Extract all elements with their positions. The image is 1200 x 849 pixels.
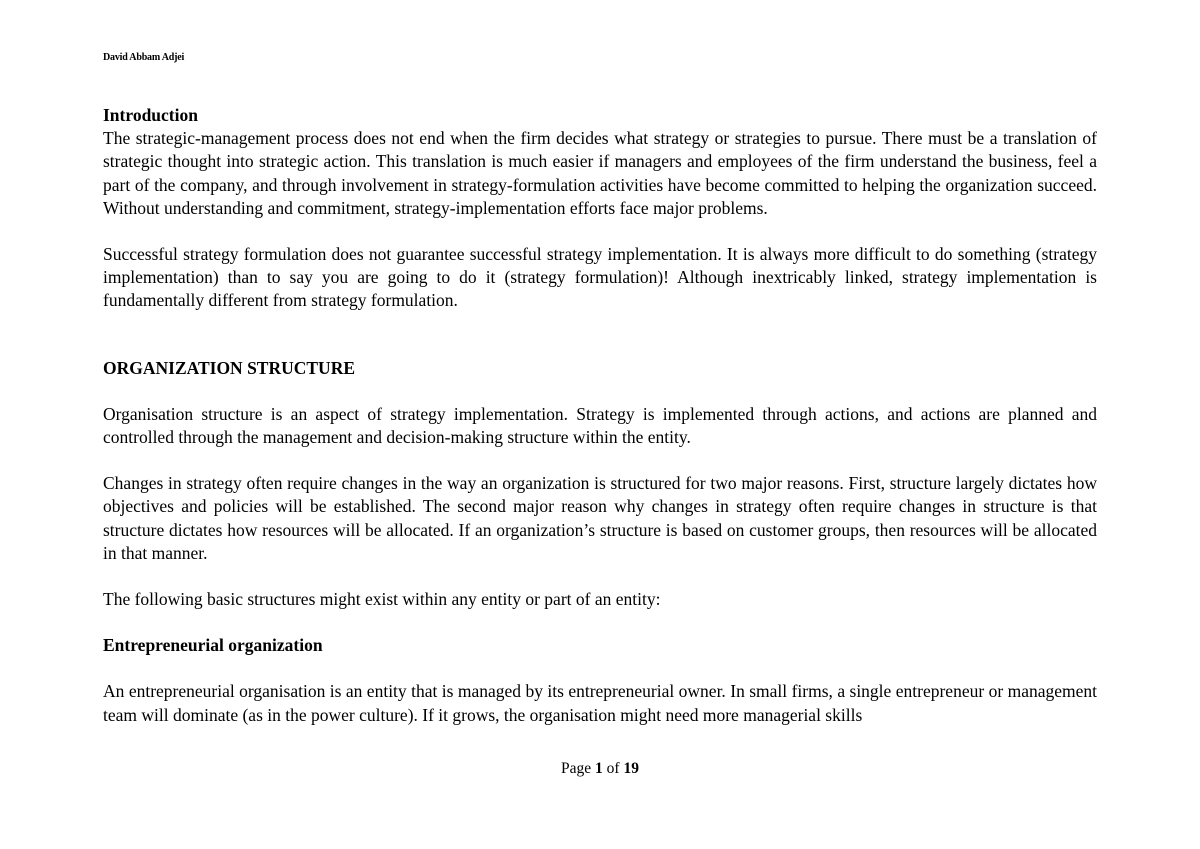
total-pages-number: 19 (623, 760, 639, 777)
org-structure-heading: ORGANIZATION STRUCTURE (103, 357, 356, 378)
running-header-author: David Abbam Adjei (103, 52, 185, 63)
org-structure-paragraph-2: Changes in strategy often require changes in the way an organization is structured for two major reasons. First, structure largely dictates how objectives and policies will be established. The second major reason why changes in strategy often require changes in structure is that structure dictates how resources will be allocated. If an organization’s structure is based on customer groups, then resources will be allocated in that manner. (103, 473, 1097, 563)
entrepreneurial-paragraph-1: An entrepreneurial organisation is an entity that is managed by its entrepreneurial owner. In small firms, a single entrepreneur or management team will dominate (as in the power culture). If it grows, the organisation might need more managerial skills (103, 681, 1097, 725)
org-structure-paragraph-3: The following basic structures might exist within any entity or part of an entity: (103, 589, 661, 610)
introduction-paragraph-1: The strategic-management process does not end when the firm decides what strategy or strategies to pursue. There must be a translation of strategic thought into strategic action. This translation is much easier if managers and employees of the firm understand the business, feel a part of the company, and through involvement in strategy-formulation activities have become committed to helping the organization succeed. Without understanding and commitment, strategy-implementation efforts face major problems. (103, 128, 1097, 218)
introduction-heading: Introduction (103, 105, 198, 125)
page-word: Page (561, 760, 592, 777)
org-structure-paragraph-1: Organisation structure is an aspect of strategy implementation. Strategy is implemented through actions, and actions are planned and controlled through the management and decision-making structure within the entity. (103, 403, 1097, 448)
of-word: of (606, 760, 620, 777)
introduction-paragraph-2: Successful strategy formulation does not guarantee successful strategy implementation. It is always more difficult to do something (strategy implementation) than to say you are going to do it (strategy formulation)! Although inextricably linked, strategy implementation is fundamentally different from strategy formulation. (103, 244, 1097, 311)
page-body (103, 104, 1097, 727)
entrepreneurial-heading: Entrepreneurial organization (103, 635, 323, 656)
page-footer (0, 760, 1200, 778)
current-page-number: 1 (595, 760, 603, 777)
